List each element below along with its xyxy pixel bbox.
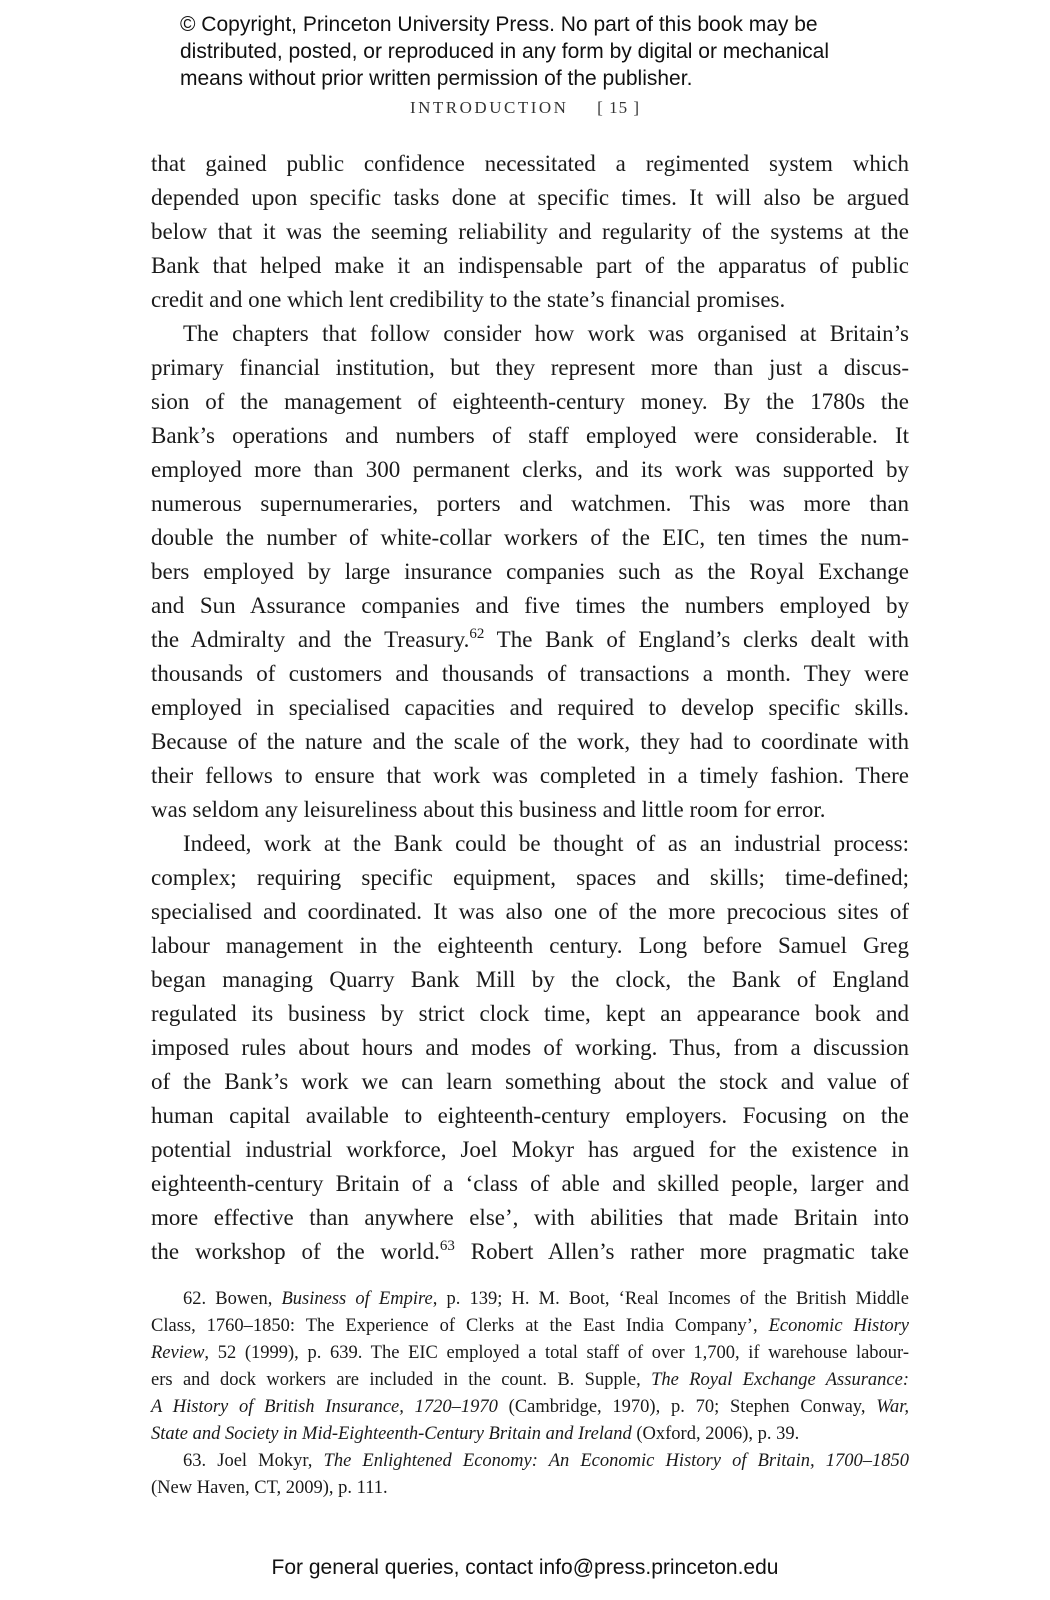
text-line: was seldom any leisureliness about this business and little room for error. [151,797,826,822]
text-line: employed in specialised capacities and required to develop specific skills. [151,695,909,720]
text-line: The chapters that follow consider how work was organised at Britain’s [183,321,909,346]
footnote-line [151,1394,909,1421]
text-line: potential industrial workforce, Joel Mokyr has argued for the existence in [151,1137,909,1162]
text-line [151,1235,909,1269]
text-run: ers and dock workers are included in the count. B. Supple, [151,1370,652,1390]
copyright-notice [180,11,940,92]
text-run: 63. Joel Mokyr, [183,1451,324,1471]
text-run: The Bank of England’s clerks dealt with [484,627,909,652]
text-line: eighteenth-century Britain of a ‘class of able and skilled people, larger and [151,1171,909,1196]
text-line: employed more than 300 permanent clerks, and its work was supported by [151,457,909,482]
text-line: below that it was the seeming reliability and regularity of the systems at the [151,219,909,244]
text-line: credit and one which lent credibility to the state’s financial promises. [151,287,786,312]
running-head [0,98,1050,118]
footnote-line [151,1421,909,1448]
text-line: Indeed, work at the Bank could be thought of as an industrial process: [183,831,909,856]
text-line: thousands of customers and thousands of transactions a month. They were [151,661,909,686]
text-run: the workshop of the world. [151,1239,440,1264]
text-line: depended upon specific tasks done at specific times. It will also be argued [151,185,909,210]
text-line: numerous supernumeraries, porters and watchmen. This was more than [151,491,909,516]
chapter-title: INTRODUCTION [409,98,569,117]
text-line: and Sun Assurance companies and five times the numbers employed by [151,593,909,618]
italic-title: The Royal Exchange Assurance: [651,1370,909,1390]
italic-title: War, [876,1397,909,1417]
text-run: , 52 (1999), p. 639. The EIC employed a total staff of over 1,700, if warehouse labour- [204,1343,909,1363]
footnote-ref-63[interactable]: 63 [439,1238,455,1254]
footnote-line [151,1340,909,1367]
text-line: more effective than anywhere else’, with abilities that made Britain into [151,1205,909,1230]
text-line: began managing Quarry Bank Mill by the clock, the Bank of England [151,967,909,992]
text-line: double the number of white-collar workers of the EIC, ten times the num- [151,525,909,550]
text-run: Class, 1760–1850: The Experience of Clerks at the East India Company’, [151,1316,769,1336]
footnote-ref-62[interactable]: 62 [469,626,485,642]
footnote-63 [151,1448,909,1475]
italic-title: A History of British Insurance, 1720–1970 [151,1397,498,1417]
italic-title: Review [151,1343,205,1363]
body-text [151,147,909,1269]
text-line: primary financial institution, but they represent more than just a discus- [151,355,909,380]
contact-footer: For general queries, contact info@press.princeton.edu [271,1556,779,1579]
text-line: that gained public confidence necessitated a regimented system which [151,151,909,176]
text-run: (Oxford, 2006), p. 39. [631,1424,800,1444]
footnotes [151,1286,909,1502]
text-run: Robert Allen’s rather more pragmatic take [454,1239,909,1264]
text-line: sion of the management of eighteenth-century money. By the 1780s the [151,389,909,414]
footnote-line [151,1367,909,1394]
italic-title: State and Society in Mid-Eighteenth-Century Britain and Ireland [151,1424,632,1444]
text-line: imposed rules about hours and modes of working. Thus, from a discussion [151,1035,909,1060]
text-line: complex; requiring specific equipment, spaces and skills; time-defined; [151,865,909,890]
footnote-line [151,1313,909,1340]
text-line [151,623,909,657]
text-line: human capital available to eighteenth-century employers. Focusing on the [151,1103,909,1128]
copyright-line: distributed, posted, or reproduced in any form by digital or mechanical [180,40,830,63]
copyright-line: © Copyright, Princeton University Press. No part of this book may be [180,13,818,36]
text-run: (Cambridge, 1970), p. 70; Stephen Conway, [497,1397,877,1417]
text-run: , p. 139; H. M. Boot, ‘Real Incomes of the British Middle [432,1289,909,1309]
text-line: their fellows to ensure that work was completed in a timely fashion. There [151,763,909,788]
page-number: [ 15 ] [597,98,640,117]
text-line: regulated its business by strict clock time, kept an appearance book and [151,1001,909,1026]
italic-title: Business of Empire [281,1289,433,1309]
text-run: 62. Bowen, [183,1289,282,1309]
text-line: labour management in the eighteenth century. Long before Samuel Greg [151,933,909,958]
italic-title: Economic History [768,1316,909,1336]
text-line: specialised and coordinated. It was also one of the more precocious sites of [151,899,909,924]
copyright-line: means without prior written permission of the publisher. [180,67,693,90]
text-run: the Admiralty and the Treasury. [151,627,470,652]
text-line: bers employed by large insurance companies such as the Royal Exchange [151,559,909,584]
text-line: Because of the nature and the scale of the work, they had to coordinate with [151,729,909,754]
text-line: of the Bank’s work we can learn something about the stock and value of [151,1069,909,1094]
text-run: (New Haven, CT, 2009), p. 111. [151,1478,388,1498]
text-line: Bank that helped make it an indispensable part of the apparatus of public [151,253,909,278]
italic-title: The Enlightened Economy: An Economic History of Britain, 1700–1850 [323,1451,909,1471]
footnote-62 [151,1286,909,1313]
text-line: Bank’s operations and numbers of staff employed were considerable. It [151,423,909,448]
footnote-line [151,1475,909,1502]
